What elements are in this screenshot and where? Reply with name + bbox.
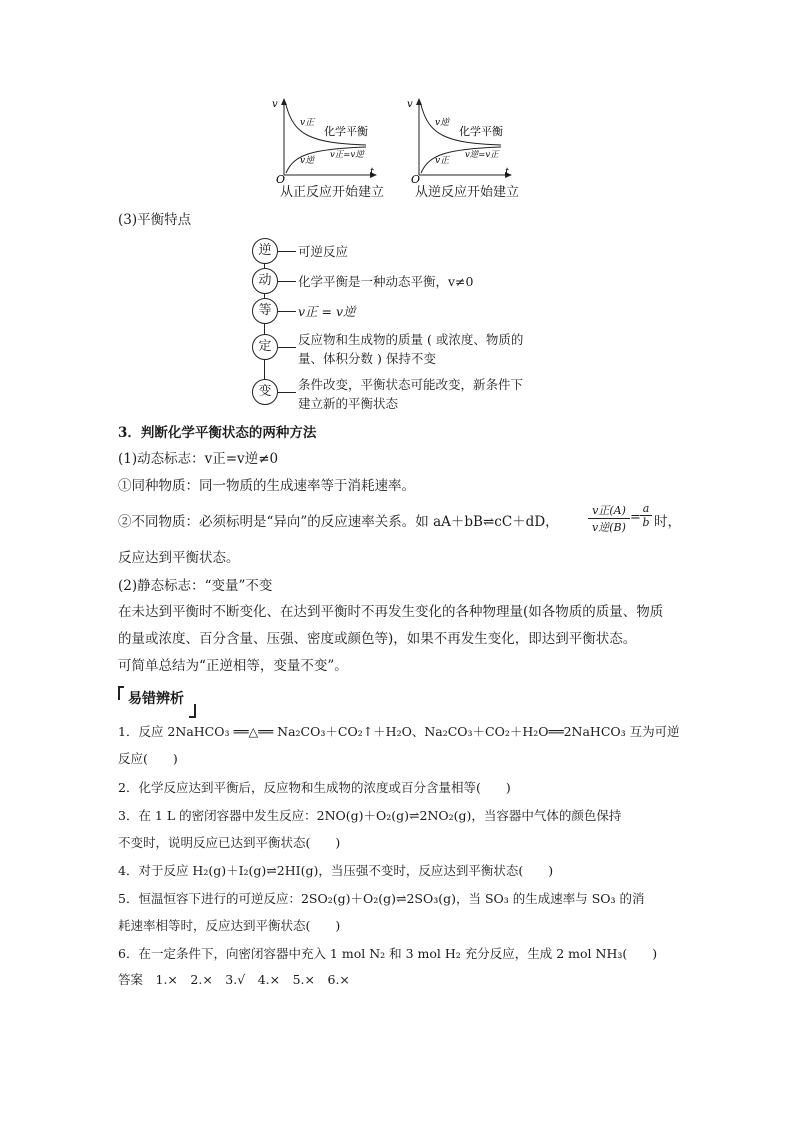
feature-text: 反应物和生成物的质量 ( 或浓度、物质的 [298,332,524,347]
item-1-line-2: 反应( ) [118,751,178,766]
dynamic-item-1: ①同种物质：同一物质的生成速率等于消耗速率。 [118,478,415,494]
dynamic-title: (1)动态标志：v正=v逆≠0 [118,451,279,467]
feature-text: 量、体积分数 ) 保持不变 [298,351,436,366]
graph-forward-svg [270,95,390,183]
graph-caption: 从逆反应开始建立 [415,185,520,200]
origin-label: O [411,173,421,183]
dash [278,347,296,348]
bracket-corner [189,716,195,718]
feature-circle-fixed: 定 [252,334,278,360]
fraction-denominator: v逆(B) [592,521,626,534]
item-6-line-1: 6．在一定条件下，向密闭容器中充入 1 mol N₂ 和 3 mol H₂ 充分反应，生成 2 mol NH₃( ) [118,946,658,961]
section-title-methods: 3．判断化学平衡状态的两种方法 [118,425,317,441]
static-line-2: 的量或浓度、百分含量、压强、密度或颜色等)，如果不再发生变化，即达到平衡状态。 [118,631,637,647]
errors-title: 易错辨析 [128,691,184,707]
static-title: (2)静态标志：“变量”不变 [118,578,273,594]
fraction-numerator: a [642,502,650,515]
dynamic-item-2-tail: 时， [654,514,681,530]
equilibrium-label: 化学平衡 [459,125,503,138]
feature-circle-reversible: 逆 [252,238,278,264]
item-3-line-1: 3．在 1 L 的密闭容器中发生反应：2NO(g)＋O₂(g)⇌2NO₂(g)，当容器中气体的颜色保持 [118,808,622,823]
section-title-features: (3)平衡特点 [118,212,192,228]
dash [278,251,296,252]
fraction-coeff [640,502,652,529]
item-2-line-1: 2．化学反应达到平衡后，反应物和生成物的浓度或百分含量相等( ) [118,780,511,795]
curve-top-label: v正 [300,118,315,128]
item-5-line-1: 5．恒温恒容下进行的可逆反应：2SO₂(g)＋O₂(g)⇌2SO₃(g)，当 SO₃ 的生成速率与 SO₃ 的消 [118,891,645,906]
axis-t-label: t [505,167,510,178]
rate-equal-label: v逆=v正 [465,150,499,160]
feature-text: 建立新的平衡状态 [298,396,399,411]
bracket-corner [118,686,120,700]
curve-bottom-label: v逆 [300,156,315,166]
dynamic-item-2-pre: ②不同物质：必须标明是“异向”的反应速率关系。如 aA＋bB [118,514,483,530]
dynamic-item-2 [118,512,559,532]
feature-circle-change: 变 [252,379,278,405]
equilibrium-label: 化学平衡 [324,125,368,138]
feature-text: 可逆反应 [298,244,349,259]
origin-label: O [276,173,286,183]
dash [278,311,296,312]
equals-sign: = [630,510,641,525]
reversible-arrow: ⇌ [482,514,495,530]
feature-text: v正 = v逆 [298,304,356,319]
item-3-line-2: 不变时，说明反应已达到平衡状态( ) [118,835,341,850]
axis-v-label: v [272,99,278,110]
dynamic-item-2-end: 反应达到平衡状态。 [118,550,240,566]
rate-equal-label: v正=v逆 [330,150,364,160]
axis-t-label: t [370,167,375,178]
item-4-line-1: 4．对于反应 H₂(g)＋I₂(g)⇌2HI(g)，当压强不变时，反应达到平衡状态( ) [118,863,554,878]
curve-top-label: v逆 [435,118,450,128]
rate-time-graph-reverse [405,95,525,200]
static-line-3: 可简单总结为“正逆相等，变量不变”。 [118,658,348,674]
dynamic-item-2-post: cC＋dD， [494,514,559,530]
item-1-line-1: 1．反应 2NaHCO₃ ══△══ Na₂CO₃＋CO₂↑＋H₂O、Na₂CO₃＋CO₂＋H₂O══2NaHCO₃ 互为可逆 [118,724,680,739]
curve-bottom-label: v正 [435,156,450,166]
dash [278,392,296,393]
graph-reverse-svg [405,95,525,183]
fraction-denominator: b [642,516,650,529]
fraction-numerator: v正(A) [592,504,626,517]
rate-time-graph-forward [270,95,390,200]
axis-v-label: v [407,99,413,110]
fraction-rate [588,502,630,535]
dash [278,281,296,282]
static-line-1: 在未达到平衡时不断变化、在达到平衡时不再发生变化的各种物理量(如各物质的质量、物质 [118,604,664,620]
graph-caption: 从正反应开始建立 [280,185,385,200]
feature-text: 条件改变，平衡状态可能改变，新条件下 [298,377,524,392]
feature-circle-equal: 等 [252,298,278,324]
answer-line: 答案 1.× 2.× 3.√ 4.× 5.× 6.× [118,972,350,987]
item-5-line-2: 耗速率相等时，反应达到平衡状态( ) [118,918,341,933]
feature-text: 化学平衡是一种动态平衡，v≠0 [298,274,474,289]
feature-circle-dynamic: 动 [252,268,278,294]
